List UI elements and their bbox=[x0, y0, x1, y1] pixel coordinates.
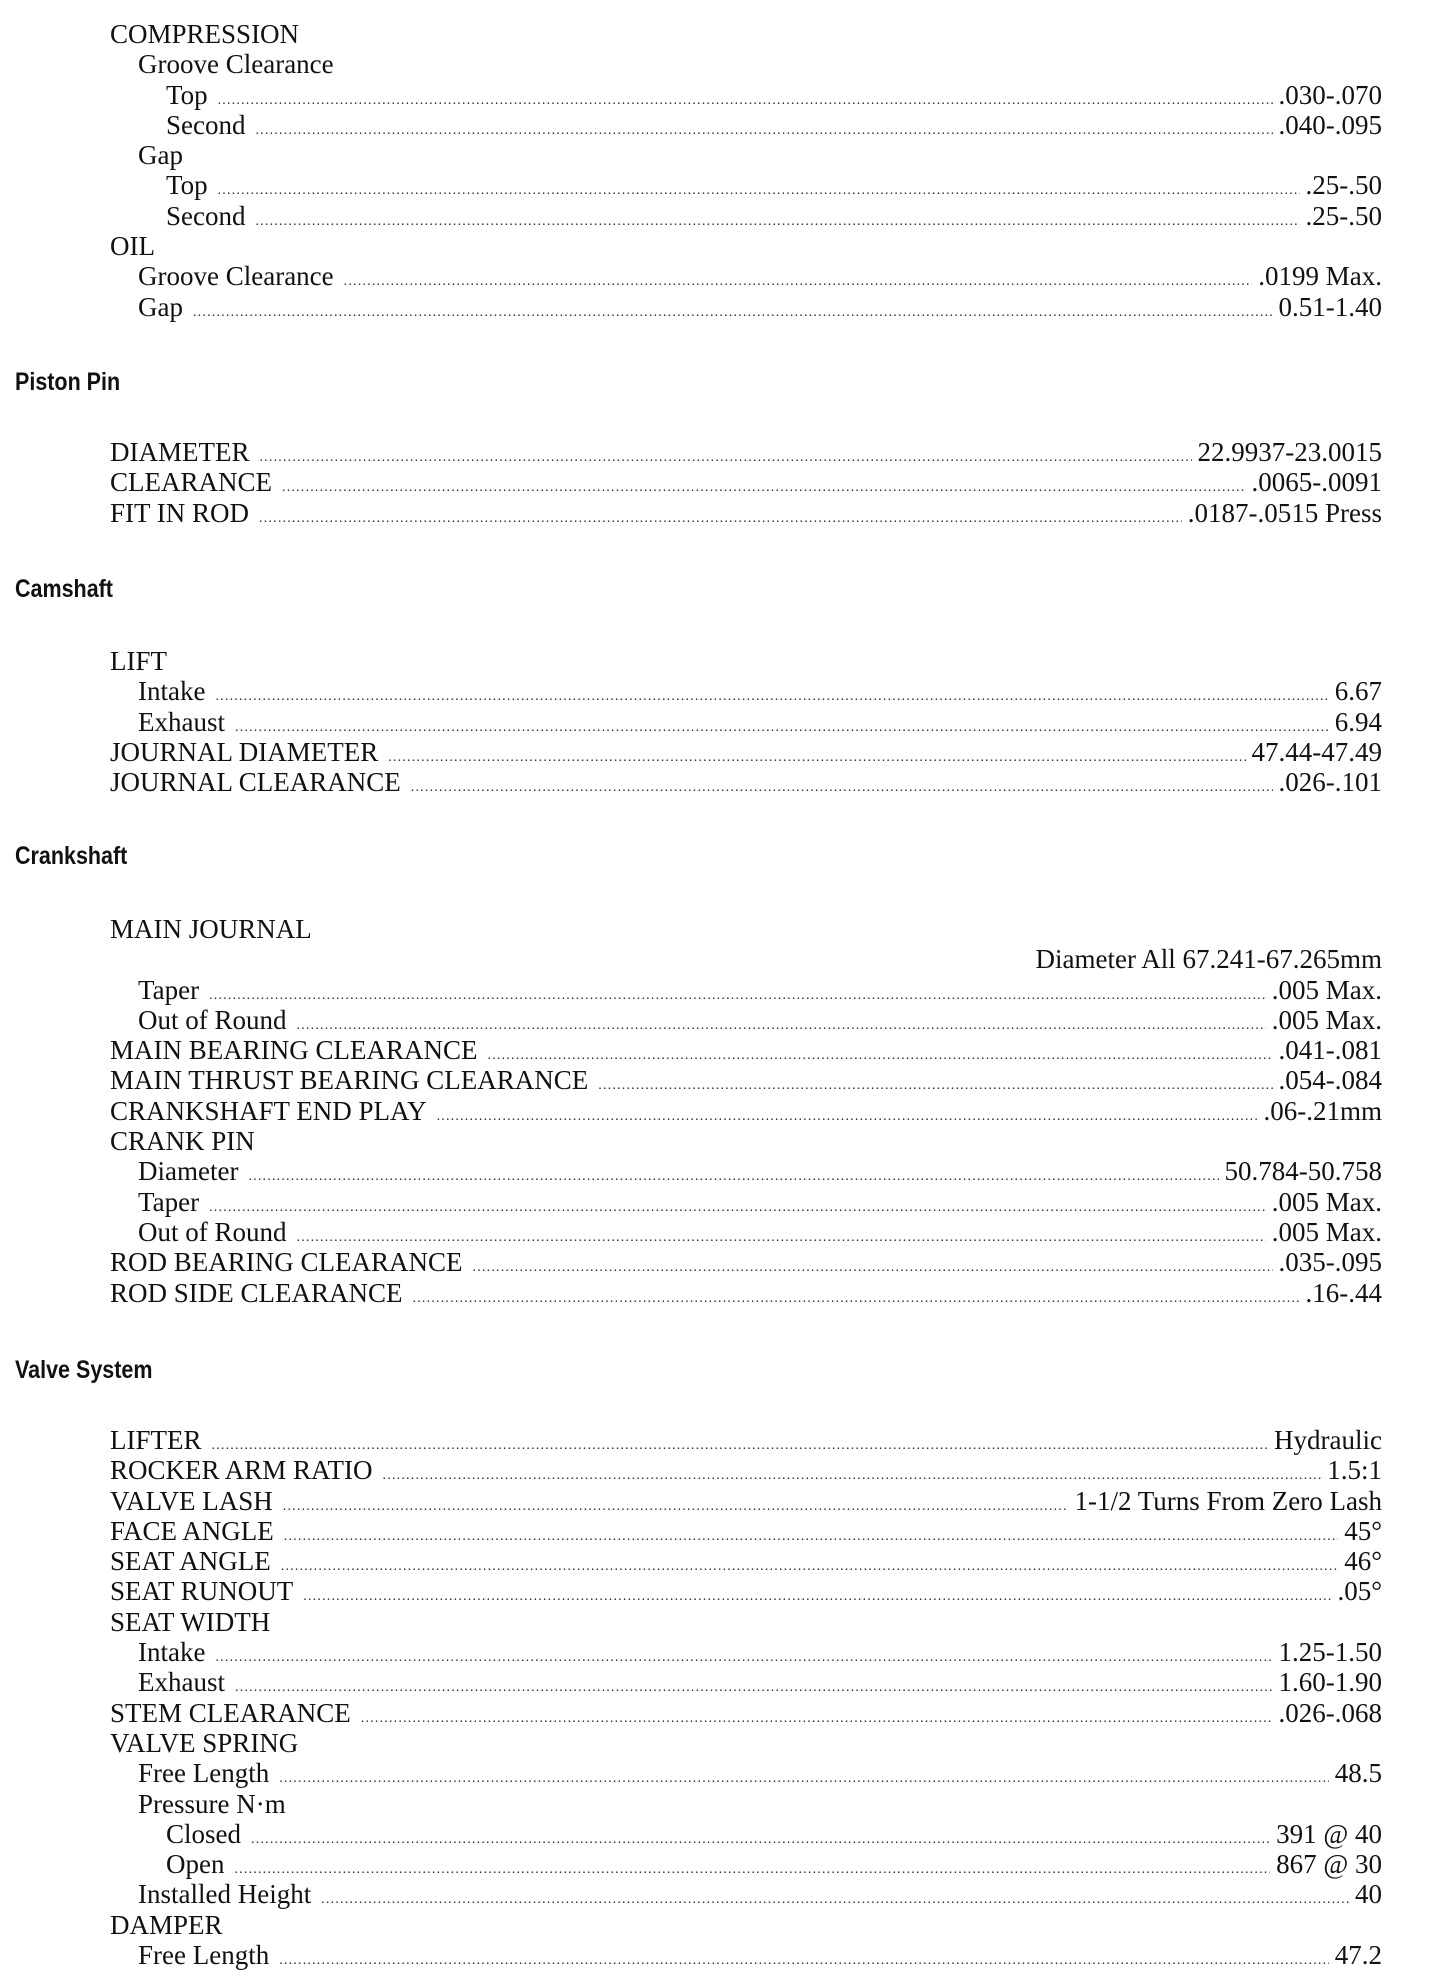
spec-label: Out of Round bbox=[138, 1004, 287, 1035]
spec-label: Free Length bbox=[138, 1940, 270, 1971]
spec-value: .16-.44 bbox=[1305, 1277, 1382, 1308]
spec-label: Top bbox=[166, 79, 208, 110]
spec-label: Free Length bbox=[138, 1758, 270, 1789]
spec-value: 46° bbox=[1344, 1546, 1382, 1577]
spec-value: .030-.070 bbox=[1278, 79, 1382, 110]
dot-leader bbox=[411, 773, 1273, 803]
spec-label: JOURNAL CLEARANCE bbox=[110, 767, 401, 798]
spec-row bbox=[0, 1728, 1382, 1758]
spec-row bbox=[0, 1879, 1382, 1909]
spec-value: .005 Max. bbox=[1271, 1216, 1382, 1247]
spec-row bbox=[0, 944, 1382, 974]
spec-row bbox=[0, 1035, 1382, 1065]
spec-label: CRANKSHAFT END PLAY bbox=[110, 1095, 427, 1126]
spec-row bbox=[0, 1698, 1382, 1728]
spec-label: CLEARANCE bbox=[110, 467, 272, 498]
spec-label: Installed Height bbox=[138, 1879, 312, 1910]
spec-row bbox=[0, 737, 1382, 767]
spec-label: FACE ANGLE bbox=[110, 1515, 274, 1546]
spec-value: .005 Max. bbox=[1271, 1004, 1382, 1035]
spec-label: Top bbox=[166, 170, 208, 201]
spec-row bbox=[0, 1096, 1382, 1126]
spec-label: Diameter bbox=[138, 1156, 239, 1187]
spec-label: SEAT RUNOUT bbox=[110, 1576, 294, 1607]
spec-value: .0199 Max. bbox=[1258, 261, 1382, 292]
spec-value: .25-.50 bbox=[1305, 170, 1382, 201]
spec-row bbox=[0, 767, 1382, 797]
spec-row bbox=[0, 1849, 1382, 1879]
spec-value: .005 Max. bbox=[1271, 1186, 1382, 1217]
spec-value: .040-.095 bbox=[1278, 109, 1382, 140]
spec-row bbox=[0, 914, 1382, 944]
spec-value: .054-.084 bbox=[1278, 1065, 1382, 1096]
spec-label: Intake bbox=[138, 1637, 206, 1668]
spec-row bbox=[0, 676, 1382, 706]
dot-leader bbox=[279, 1946, 1329, 1976]
spec-row bbox=[0, 231, 1382, 261]
spec-row bbox=[0, 1637, 1382, 1667]
spec-value: .005 Max. bbox=[1271, 974, 1382, 1005]
spec-row bbox=[0, 437, 1382, 467]
spec-value: .05° bbox=[1337, 1576, 1382, 1607]
spec-value: 40 bbox=[1355, 1879, 1382, 1910]
spec-row bbox=[0, 1940, 1382, 1970]
spec-value: 22.9937-23.0015 bbox=[1197, 437, 1382, 467]
spec-label: DAMPER bbox=[110, 1909, 223, 1940]
spec-row bbox=[0, 1819, 1382, 1849]
spec-row bbox=[0, 1486, 1382, 1516]
section-camshaft bbox=[0, 646, 1382, 797]
spec-label: Taper bbox=[138, 1186, 200, 1217]
spec-value: 1.60-1.90 bbox=[1278, 1667, 1382, 1698]
spec-label: VALVE SPRING bbox=[110, 1727, 299, 1758]
spec-value: 867 @ 30 bbox=[1276, 1849, 1382, 1880]
spec-label: Open bbox=[166, 1849, 225, 1880]
spec-row bbox=[0, 1910, 1382, 1940]
spec-row bbox=[0, 975, 1382, 1005]
dot-leader bbox=[193, 298, 1273, 328]
spec-value: 47.2 bbox=[1334, 1940, 1382, 1971]
spec-row bbox=[0, 1217, 1382, 1247]
spec-label: MAIN BEARING CLEARANCE bbox=[110, 1035, 478, 1066]
spec-value: 1.25-1.50 bbox=[1278, 1637, 1382, 1668]
spec-row bbox=[0, 1187, 1382, 1217]
spec-row bbox=[0, 261, 1382, 291]
spec-row bbox=[0, 201, 1382, 231]
spec-value: Diameter All 67.241-67.265mm bbox=[1035, 944, 1382, 975]
spec-label: JOURNAL DIAMETER bbox=[110, 736, 379, 767]
spec-label: Closed bbox=[166, 1818, 242, 1849]
spec-row bbox=[0, 292, 1382, 322]
spec-row bbox=[0, 1758, 1382, 1788]
spec-label: Exhaust bbox=[138, 1667, 225, 1698]
section-piston-rings bbox=[0, 19, 1382, 322]
spec-row bbox=[0, 1789, 1382, 1819]
section-title-crankshaft: Crankshaft bbox=[15, 842, 128, 870]
spec-label: FIT IN ROD bbox=[110, 497, 250, 528]
spec-row bbox=[0, 1455, 1382, 1485]
spec-row bbox=[0, 80, 1382, 110]
spec-label: ROD SIDE CLEARANCE bbox=[110, 1277, 403, 1308]
spec-label: COMPRESSION bbox=[110, 19, 300, 49]
section-crankshaft bbox=[0, 914, 1382, 1308]
spec-row bbox=[0, 1425, 1382, 1455]
spec-label: Taper bbox=[138, 974, 200, 1005]
spec-value: .026-.101 bbox=[1278, 767, 1382, 798]
spec-value: .041-.081 bbox=[1278, 1035, 1382, 1066]
dot-leader bbox=[259, 504, 1182, 534]
spec-row bbox=[0, 110, 1382, 140]
spec-value: .0065-.0091 bbox=[1251, 467, 1382, 498]
section-valve-system bbox=[0, 1425, 1382, 1970]
spec-label: MAIN THRUST BEARING CLEARANCE bbox=[110, 1065, 589, 1096]
spec-label: LIFTER bbox=[110, 1425, 202, 1455]
spec-label: Groove Clearance bbox=[138, 49, 334, 80]
spec-row bbox=[0, 19, 1382, 49]
spec-row bbox=[0, 1278, 1382, 1308]
spec-label: ROD BEARING CLEARANCE bbox=[110, 1247, 463, 1278]
spec-label: CRANK PIN bbox=[110, 1126, 255, 1157]
spec-row bbox=[0, 1576, 1382, 1606]
spec-row bbox=[0, 1156, 1382, 1186]
spec-label: SEAT ANGLE bbox=[110, 1546, 271, 1577]
spec-label: SEAT WIDTH bbox=[110, 1606, 271, 1637]
spec-value: 0.51-1.40 bbox=[1278, 291, 1382, 322]
spec-label: Pressure N·m bbox=[138, 1788, 286, 1819]
spec-value: .06-.21mm bbox=[1263, 1095, 1382, 1126]
spec-label: MAIN JOURNAL bbox=[110, 914, 312, 944]
spec-label: ROCKER ARM RATIO bbox=[110, 1455, 373, 1486]
spec-value: 50.784-50.758 bbox=[1224, 1156, 1382, 1187]
spec-label: Out of Round bbox=[138, 1216, 287, 1247]
spec-row bbox=[0, 1005, 1382, 1035]
spec-row bbox=[0, 1546, 1382, 1576]
section-title-camshaft: Camshaft bbox=[15, 575, 113, 603]
spec-label: Exhaust bbox=[138, 706, 225, 737]
spec-value: 6.94 bbox=[1334, 706, 1382, 737]
spec-value: Hydraulic bbox=[1274, 1425, 1382, 1455]
spec-value: 47.44-47.49 bbox=[1251, 736, 1382, 767]
section-title-valve-system: Valve System bbox=[15, 1356, 153, 1384]
spec-value: .25-.50 bbox=[1305, 200, 1382, 231]
spec-value: 48.5 bbox=[1334, 1758, 1382, 1789]
spec-label: OIL bbox=[110, 231, 155, 262]
spec-value: 45° bbox=[1344, 1515, 1382, 1546]
spec-label: Second bbox=[166, 200, 246, 231]
spec-value: .026-.068 bbox=[1278, 1697, 1382, 1728]
spec-row bbox=[0, 1516, 1382, 1546]
spec-label: VALVE LASH bbox=[110, 1485, 273, 1516]
spec-row bbox=[0, 1667, 1382, 1697]
spec-label: Gap bbox=[138, 140, 183, 171]
spec-label: STEM CLEARANCE bbox=[110, 1697, 351, 1728]
spec-row bbox=[0, 646, 1382, 676]
spec-row bbox=[0, 170, 1382, 200]
spec-row bbox=[0, 707, 1382, 737]
spec-row bbox=[0, 1126, 1382, 1156]
spec-label: DIAMETER bbox=[110, 437, 250, 467]
spec-value: .0187-.0515 Press bbox=[1187, 497, 1382, 528]
spec-row bbox=[0, 467, 1382, 497]
spec-value: 1.5:1 bbox=[1327, 1455, 1382, 1486]
spec-label: LIFT bbox=[110, 646, 167, 676]
spec-row bbox=[0, 1247, 1382, 1277]
section-piston-pin bbox=[0, 437, 1382, 528]
spec-value: 391 @ 40 bbox=[1276, 1818, 1382, 1849]
spec-row bbox=[0, 140, 1382, 170]
spec-row bbox=[0, 498, 1382, 528]
dot-leader bbox=[413, 1284, 1300, 1314]
spec-label: Groove Clearance bbox=[138, 261, 334, 292]
spec-row bbox=[0, 49, 1382, 79]
spec-label: Gap bbox=[138, 291, 183, 322]
spec-value: 6.67 bbox=[1334, 676, 1382, 707]
spec-row bbox=[0, 1607, 1382, 1637]
section-title-piston-pin: Piston Pin bbox=[15, 368, 121, 396]
spec-value: 1-1/2 Turns From Zero Lash bbox=[1074, 1485, 1382, 1516]
spec-label: Second bbox=[166, 109, 246, 140]
spec-value: .035-.095 bbox=[1278, 1247, 1382, 1278]
spec-label: Intake bbox=[138, 676, 206, 707]
spec-row bbox=[0, 1065, 1382, 1095]
